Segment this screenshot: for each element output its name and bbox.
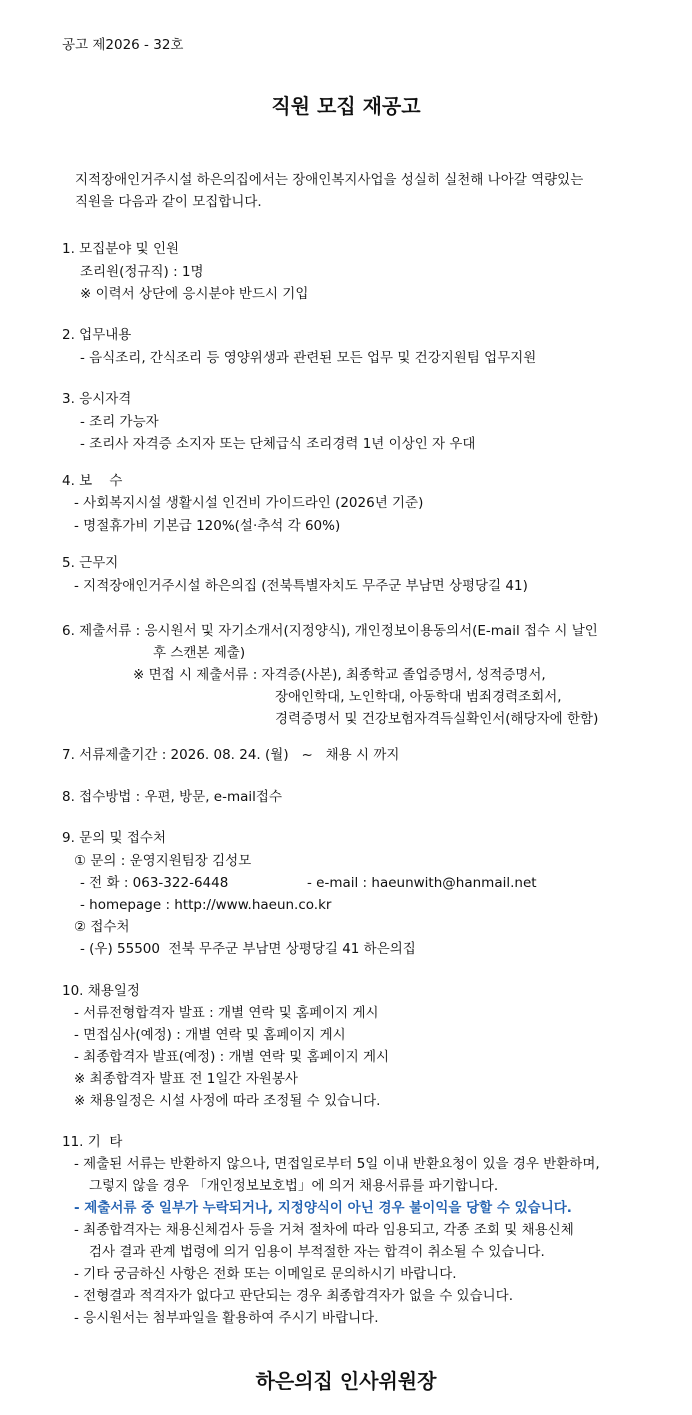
intro-line-1: 지적장애인거주시설 하은의집에서는 장애인복지사업을 성실히 실천해 나아갈 역량있는 bbox=[75, 172, 584, 188]
misc-line: - 기타 궁금하신 사항은 전화 또는 이메일로 문의하시기 바랍니다. bbox=[74, 1266, 457, 1282]
section-6-line-5: 경력증명서 및 건강보험자격득실확인서(해당자에 한함) bbox=[275, 711, 599, 727]
section-3-heading: 3. 응시자격 bbox=[62, 391, 132, 407]
signature-footer: 하은의집 인사위원장 bbox=[255, 1369, 437, 1393]
section-7-line: 7. 서류제출기간 : 2026. 08. 24. (월) ~ 채용 시 까지 bbox=[62, 747, 400, 763]
section-6-line-1: 6. 제출서류 : 응시원서 및 자기소개서(지정양식), 개인정보이용동의서(E-mail 접수 시 날인 bbox=[62, 623, 598, 639]
section-6-line-3: ※ 면접 시 제출서류 : 자격증(사본), 최종학교 졸업증명서, 성적증명서, bbox=[133, 667, 546, 683]
section-5-heading: 5. 근무지 bbox=[62, 555, 119, 571]
contact-phone: - 전 화 : 063-322-6448 bbox=[80, 875, 229, 891]
contact-homepage: - homepage : http://www.haeun.co.kr bbox=[80, 897, 332, 913]
section-10-heading: 10. 채용일정 bbox=[62, 983, 140, 999]
section-6-line-2: 후 스캔본 제출) bbox=[153, 645, 246, 661]
section-11-heading: 11. 기 타 bbox=[62, 1134, 123, 1150]
schedule-note: ※ 최종합격자 발표 전 1일간 자원봉사 bbox=[74, 1071, 298, 1087]
contact-email: - e-mail : haeunwith@hanmail.net bbox=[307, 875, 537, 891]
section-4-line: - 명절휴가비 기본급 120%(설·추석 각 60%) bbox=[74, 518, 341, 534]
section-4-line: - 사회복지시설 생활시설 인건비 가이드라인 (2026년 기준) bbox=[74, 495, 424, 511]
misc-line: - 최종합격자는 채용신체검사 등을 거쳐 절차에 따라 임용되고, 각종 조회 및 채용신체 bbox=[74, 1222, 574, 1238]
schedule-note: ※ 채용일정은 시설 사정에 따라 조정될 수 있습니다. bbox=[74, 1093, 381, 1109]
section-9-heading: 9. 문의 및 접수처 bbox=[62, 830, 166, 846]
section-4-heading: 4. 보 수 bbox=[62, 473, 123, 489]
misc-line: - 전형결과 적격자가 없다고 판단되는 경우 최종합격자가 없을 수 있습니다. bbox=[74, 1288, 514, 1304]
misc-highlight-line: - 제출서류 중 일부가 누락되거나, 지정양식이 아닌 경우 불이익을 당할 수 있습니다. bbox=[74, 1200, 572, 1216]
misc-line: 그렇지 않을 경우 「개인정보보호법」에 의거 채용서류를 파기합니다. bbox=[89, 1178, 499, 1194]
notice-number: 공고 제2026 - 32호 bbox=[62, 37, 184, 53]
page-title: 직원 모집 재공고 bbox=[271, 94, 421, 118]
schedule-line: - 면접심사(예정) : 개별 연락 및 홈페이지 게시 bbox=[74, 1027, 346, 1043]
section-2-line: - 음식조리, 간식조리 등 영양위생과 관련된 모든 업무 및 건강지원팀 업무지원 bbox=[80, 350, 537, 366]
section-5-line: - 지적장애인거주시설 하은의집 (전북특별자치도 무주군 부남면 상평당길 41) bbox=[74, 578, 528, 594]
section-1-note: ※ 이력서 상단에 응시분야 반드시 기입 bbox=[80, 286, 309, 302]
section-1-heading: 1. 모집분야 및 인원 bbox=[62, 241, 180, 257]
reception-head: ② 접수처 bbox=[74, 919, 130, 935]
reception-address: - (우) 55500 전북 무주군 부남면 상평당길 41 하은의집 bbox=[80, 941, 416, 957]
section-8-line: 8. 접수방법 : 우편, 방문, e-mail접수 bbox=[62, 789, 282, 805]
section-1-line: 조리원(정규직) : 1명 bbox=[80, 264, 204, 280]
section-2-heading: 2. 업무내용 bbox=[62, 327, 132, 343]
section-3-line: - 조리 가능자 bbox=[80, 414, 159, 430]
misc-line: 검사 결과 관계 법령에 의거 임용이 부적절한 자는 합격이 취소될 수 있습니다. bbox=[89, 1244, 545, 1260]
section-3-line: - 조리사 자격증 소지자 또는 단체급식 조리경력 1년 이상인 자 우대 bbox=[80, 436, 476, 452]
contact-head: ① 문의 : 운영지원팀장 김성모 bbox=[74, 853, 252, 869]
schedule-line: - 최종합격자 발표(예정) : 개별 연락 및 홈페이지 게시 bbox=[74, 1049, 390, 1065]
intro-line-2: 직원을 다음과 같이 모집합니다. bbox=[75, 194, 262, 210]
misc-line: - 제출된 서류는 반환하지 않으나, 면접일로부터 5일 이내 반환요청이 있을 경우 반환하며, bbox=[74, 1156, 600, 1172]
section-6-line-4: 장애인학대, 노인학대, 아동학대 범죄경력조회서, bbox=[275, 689, 562, 705]
misc-line: - 응시원서는 첨부파일을 활용하여 주시기 바랍니다. bbox=[74, 1310, 379, 1326]
schedule-line: - 서류전형합격자 발표 : 개별 연락 및 홈페이지 게시 bbox=[74, 1005, 379, 1021]
